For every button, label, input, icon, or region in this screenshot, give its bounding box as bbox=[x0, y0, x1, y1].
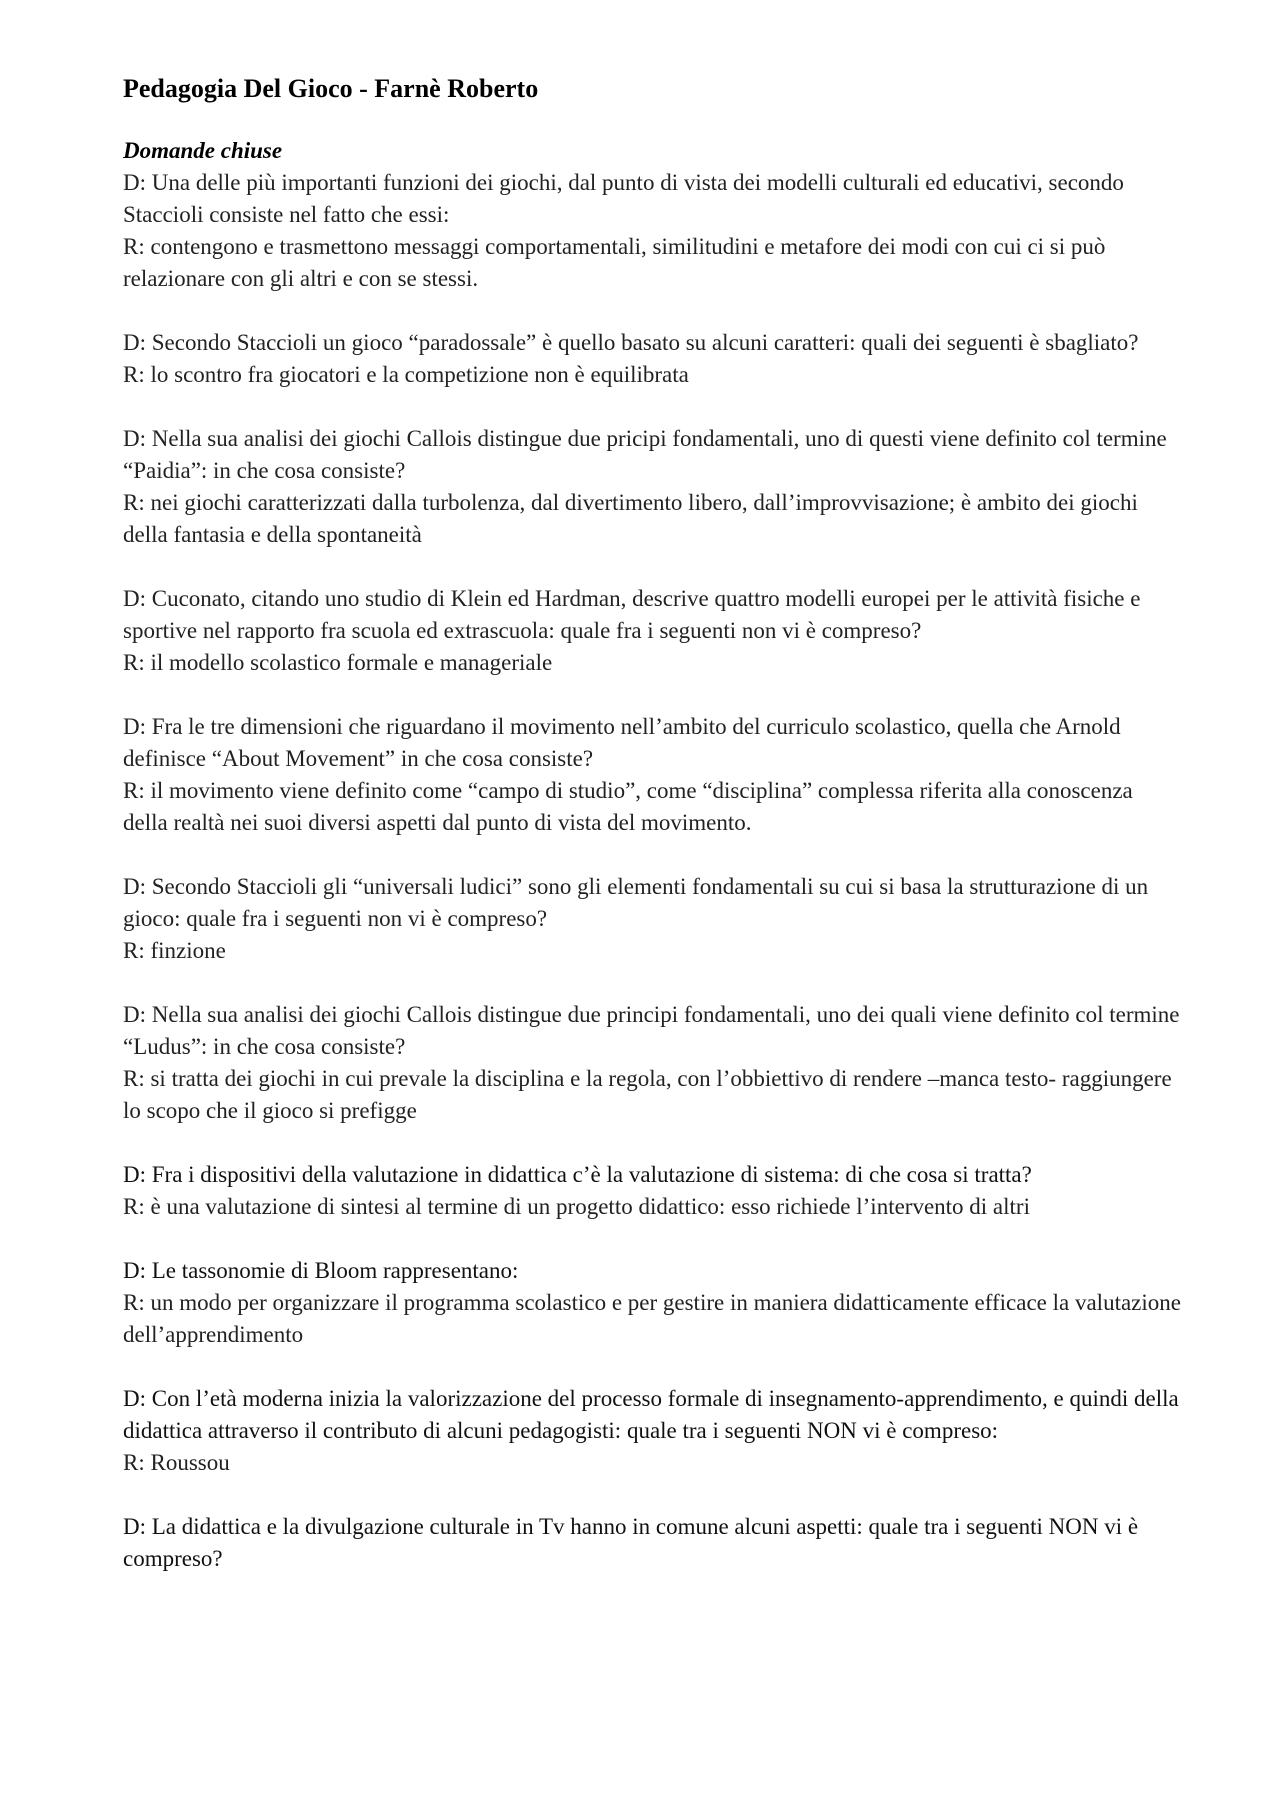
answer-text: R: contengono e trasmettono messaggi comportamentali, similitudini e metafore dei modi con cui ci si può relazionare con gli altri e con se stessi. bbox=[123, 234, 1106, 291]
question-text: D: Le tassonomie di Bloom rappresentano: bbox=[123, 1258, 519, 1283]
qa-item bbox=[123, 1255, 1183, 1351]
question-text: D: Secondo Staccioli gli “universali ludici” sono gli elementi fondamentali su cui si basa la strutturazione di un gioco: quale fra i seguenti non vi è compreso? bbox=[123, 874, 1149, 931]
qa-item bbox=[123, 423, 1183, 551]
section-heading: Domande chiuse bbox=[123, 138, 283, 163]
qa-item bbox=[123, 1159, 1183, 1223]
answer-text: R: il modello scolastico formale e manageriale bbox=[123, 650, 553, 675]
question-text: D: Fra i dispositivi della valutazione in didattica c’è la valutazione di sistema: di che cosa si tratta? bbox=[123, 1162, 1032, 1187]
answer-text: R: è una valutazione di sintesi al termine di un progetto didattico: esso richiede l’intervento di altri bbox=[123, 1194, 1030, 1219]
document-page bbox=[123, 72, 1183, 1607]
question-text: D: Con l’età moderna inizia la valorizzazione del processo formale di insegnamento-apprendimento, e quindi della didattica attraverso il contributo di alcuni pedagogisti: quale tra i seguenti NON vi è compreso: bbox=[123, 1386, 1179, 1443]
qa-item bbox=[123, 583, 1183, 679]
answer-text: R: lo scontro fra giocatori e la competizione non è equilibrata bbox=[123, 362, 689, 387]
answer-text: R: il movimento viene definito come “campo di studio”, come “disciplina” complessa riferita alla conoscenza della realtà nei suoi diversi aspetti dal punto di vista del movimento. bbox=[123, 778, 1133, 835]
qa-item bbox=[123, 1383, 1183, 1479]
qa-item bbox=[123, 327, 1183, 391]
question-text: D: La didattica e la divulgazione culturale in Tv hanno in comune alcuni aspetti: quale tra i seguenti NON vi è compreso? bbox=[123, 1514, 1139, 1571]
question-text: D: Nella sua analisi dei giochi Callois distingue due pricipi fondamentali, uno di questi viene definito col termine “Paidia”: in che cosa consiste? bbox=[123, 426, 1167, 483]
qa-item bbox=[123, 999, 1183, 1127]
answer-text: R: un modo per organizzare il programma scolastico e per gestire in maniera didatticamente efficace la valutazione dell’apprendimento bbox=[123, 1290, 1181, 1347]
qa-item bbox=[123, 871, 1183, 967]
question-text: D: Secondo Staccioli un gioco “paradossale” è quello basato su alcuni caratteri: quali dei seguenti è sbagliato? bbox=[123, 330, 1139, 355]
answer-text: R: Roussou bbox=[123, 1450, 230, 1475]
page-title: Pedagogia Del Gioco - Farnè Roberto bbox=[123, 74, 539, 103]
qa-item bbox=[123, 167, 1183, 295]
question-text: D: Cuconato, citando uno studio di Klein ed Hardman, descrive quattro modelli europei per le attività fisiche e sportive nel rapporto fra scuola ed extrascuola: quale fra i seguenti non vi è compreso? bbox=[123, 586, 1141, 643]
answer-text: R: si tratta dei giochi in cui prevale la disciplina e la regola, con l’obbiettivo di rendere –manca testo- raggiungere lo scopo che il gioco si prefigge bbox=[123, 1066, 1172, 1123]
question-text: D: Una delle più importanti funzioni dei giochi, dal punto di vista dei modelli culturali ed educativi, secondo Staccioli consiste nel fatto che essi: bbox=[123, 170, 1124, 227]
qa-item bbox=[123, 711, 1183, 839]
qa-item bbox=[123, 1511, 1183, 1575]
answer-text: R: nei giochi caratterizzati dalla turbolenza, dal divertimento libero, dall’improvvisazione; è ambito dei giochi della fantasia e della spontaneità bbox=[123, 490, 1138, 547]
question-text: D: Nella sua analisi dei giochi Callois distingue due principi fondamentali, uno dei quali viene definito col termine “Ludus”: in che cosa consiste? bbox=[123, 1002, 1180, 1059]
question-text: D: Fra le tre dimensioni che riguardano il movimento nell’ambito del curriculo scolastico, quella che Arnold definisce “About Movement” in che cosa consiste? bbox=[123, 714, 1121, 771]
answer-text: R: finzione bbox=[123, 938, 226, 963]
